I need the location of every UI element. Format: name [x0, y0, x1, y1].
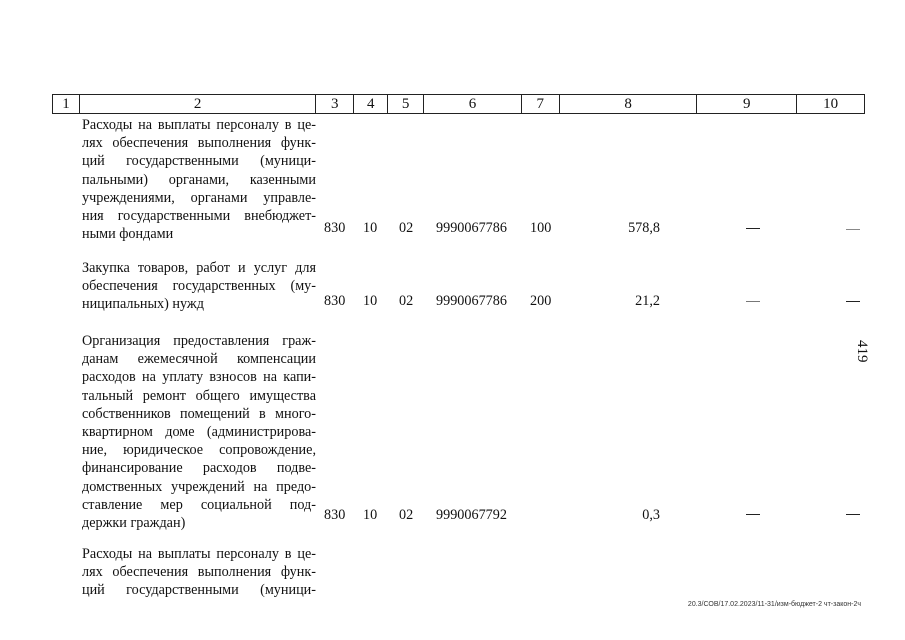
col-header-2: 2: [80, 95, 316, 113]
row-1-subsection: 02: [399, 220, 414, 236]
row-1-expense-type: 100: [530, 220, 552, 236]
col-header-8: 8: [560, 95, 698, 113]
row-1-section: 10: [363, 220, 378, 236]
file-footer: 20.3/СОВ/17.02.2023/11-31/изм-бюджет-2 чт-закон-2ч: [687, 601, 861, 608]
row-1-ministry: 830: [324, 220, 346, 236]
row-3-col10-dash: [846, 514, 860, 515]
col-header-1: 1: [53, 95, 80, 113]
desc-line: данам ежемесячной компенсации: [82, 351, 316, 368]
row-2-col10-dash: [846, 301, 860, 302]
desc-line: квартирном доме (администрирова-: [82, 424, 316, 441]
desc-line: тальный ремонт общего имущества: [82, 387, 316, 404]
row-2-col9-dash: [746, 301, 760, 302]
row-1-description: [82, 116, 316, 243]
col-header-7: 7: [522, 95, 560, 113]
row-2-section: 10: [363, 293, 378, 309]
col-header-4: 4: [354, 95, 388, 113]
col-header-3: 3: [316, 95, 354, 113]
desc-line: ными фондами: [82, 226, 174, 243]
desc-line: учреждениями, органами управле-: [82, 189, 316, 206]
row-2-target-article: 9990067786: [436, 293, 507, 309]
desc-line: ние, юридическое сопровождение,: [82, 442, 316, 459]
table-header: [52, 94, 865, 114]
row-2-subsection: 02: [399, 293, 414, 309]
row-4-description: [82, 545, 316, 600]
desc-line: держки граждан): [82, 515, 186, 532]
desc-line: расходов на уплату взносов на капи-: [82, 369, 316, 386]
desc-line: Закупка товаров, работ и услуг для: [82, 260, 316, 276]
row-3-col9-dash: [746, 514, 760, 515]
row-2-amount: 21,2: [635, 293, 660, 309]
row-3-amount: 0,3: [642, 507, 660, 523]
desc-line: собственников помещений в много-: [82, 405, 316, 422]
col-header-9: 9: [697, 95, 797, 113]
row-2-expense-type: 200: [530, 293, 552, 309]
desc-line: ния государственными внебюджет-: [82, 208, 316, 225]
row-3-description: [82, 332, 316, 532]
row-2-description: [82, 259, 316, 314]
desc-line: обеспечения государственных (му-: [82, 278, 316, 295]
desc-line: пальными) органами, казенными: [82, 171, 316, 188]
desc-line: лях обеспечения выполнения функ-: [82, 564, 316, 581]
desc-line: лях обеспечения выполнения функ-: [82, 135, 316, 152]
row-1-amount: 578,8: [628, 220, 660, 236]
row-1-col10-dash: [846, 229, 860, 230]
desc-line: домственных учреждений на предо-: [82, 478, 316, 495]
row-3-ministry: 830: [324, 507, 346, 523]
desc-line: ций государственными (муници-: [82, 582, 316, 599]
desc-line: ций государственными (муници-: [82, 153, 316, 170]
col-header-10: 10: [823, 96, 839, 112]
row-1-target-article: 9990067786: [436, 220, 507, 236]
desc-line: финансирование расходов подве-: [82, 460, 316, 477]
desc-line: ставление мер социальной под-: [82, 496, 316, 513]
desc-line: ниципальных) нужд: [82, 296, 204, 313]
desc-line: Расходы на выплаты персоналу в це-: [82, 117, 316, 133]
col-header-6: 6: [424, 95, 522, 113]
desc-line: Организация предоставления граж-: [82, 333, 316, 349]
row-3-subsection: 02: [399, 507, 414, 523]
row-3-section: 10: [363, 507, 378, 523]
col-header-5: 5: [388, 95, 424, 113]
desc-line: Расходы на выплаты персоналу в це-: [82, 546, 316, 562]
page-number: 419: [854, 340, 870, 363]
row-3-target-article: 9990067792: [436, 507, 507, 523]
row-1-col9-dash: [746, 228, 760, 229]
row-2-ministry: 830: [324, 293, 346, 309]
